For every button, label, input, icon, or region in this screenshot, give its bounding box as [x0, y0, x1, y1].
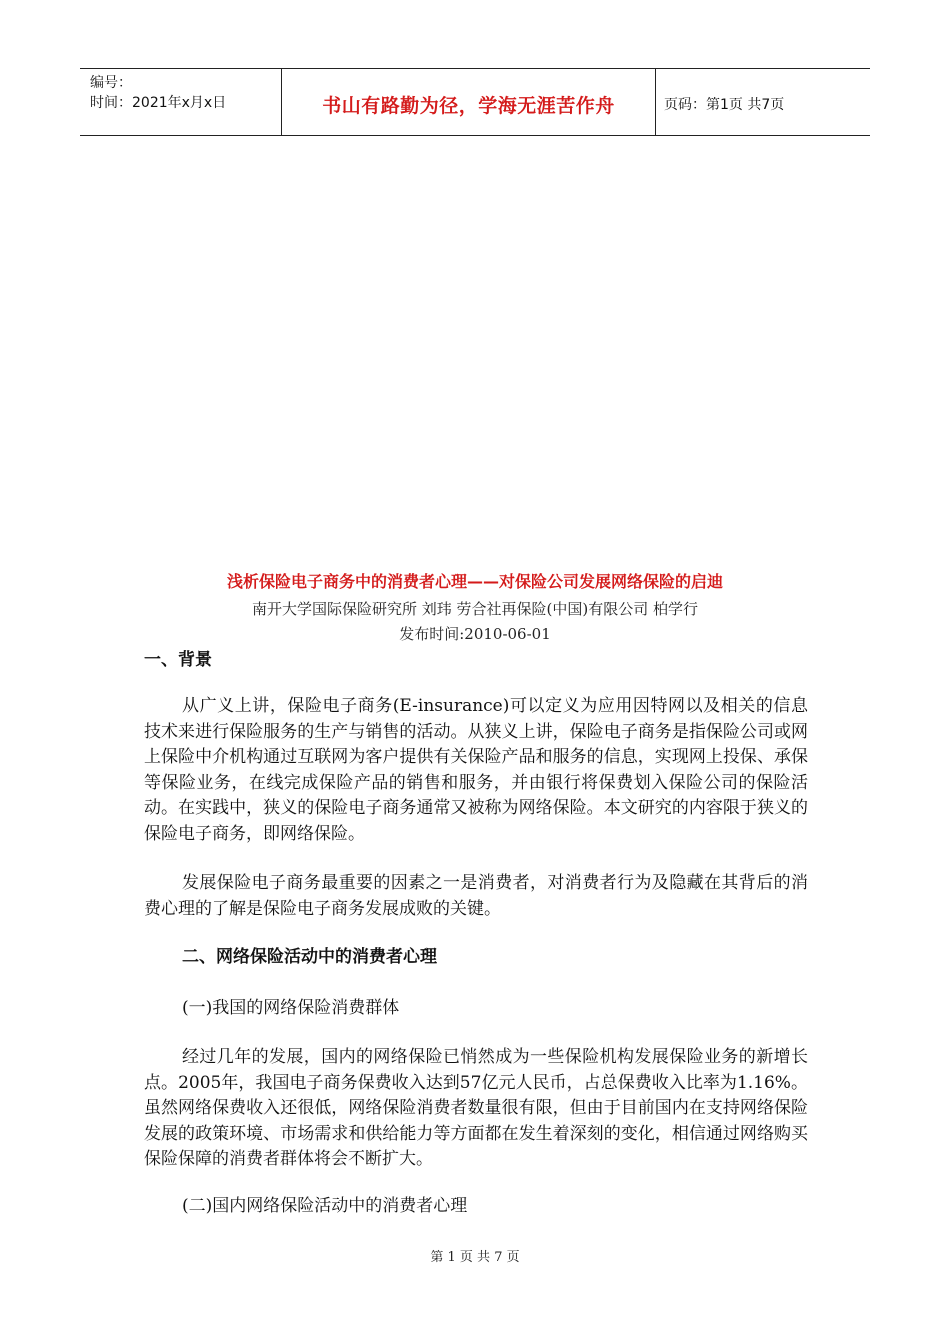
header-meta-cell — [80, 69, 282, 135]
section-heading-consumer-psychology: 二、网络保险活动中的消费者心理 — [182, 947, 437, 967]
header-number-label: 编号： — [90, 75, 132, 91]
header-table — [80, 68, 870, 136]
header-motto: 书山有路勤为径，学海无涯苦作舟 — [322, 94, 615, 117]
paragraph-definition: 从广义上讲，保险电子商务(E-insurance)可以定义为应用因特网以及相关的信息技术来进行保险服务的生产与销售的活动。从狭义上讲，保险电子商务是指保险公司或网上保险中介机构通过互联网为客户提供有关保险产品和服务的信息，实现网上投保、承保等保险业务，在线完成保险产品的销售和服务，并由银行将保费划入保险公司的保险活动。在实践中，狭义的保险电子商务通常又被称为网络保险。本文研究的内容限于狭义的保险电子商务，即网络保险。 — [144, 696, 808, 844]
section-heading-background: 一、背景 — [144, 650, 212, 670]
header-motto-cell — [282, 69, 656, 135]
article-publish-date: 发布时间:2010-06-01 — [399, 625, 551, 643]
article-authors: 南开大学国际保险研究所 刘玮 劳合社再保险(中国)有限公司 柏学行 — [251, 600, 698, 618]
paragraph-consumer-groups: 经过几年的发展，国内的网络保险已悄然成为一些保险机构发展保险业务的新增长点。2005年，我国电子商务保费收入达到57亿元人民币，占总保费收入比率为1.16%。虽然网络保费收入还很低，网络保险消费者数量很有限，但由于目前国内在支持网络保险发展的政策环境、市场需求和供给能力等方面都在发生着深刻的变化，相信通过网络购买保险保障的消费者群体将会不断扩大。 — [144, 1047, 808, 1169]
article-title: 浅析保险电子商务中的消费者心理——对保险公司发展网络保险的启迪 — [226, 572, 723, 591]
subsection-heading-consumer-groups: (一)我国的网络保险消费群体 — [182, 998, 400, 1018]
header-page-code: 页码：第1页 共7页 — [664, 97, 785, 113]
header-page-cell — [656, 69, 870, 135]
paragraph-consumer-importance: 发展保险电子商务最重要的因素之一是消费者，对消费者行为及隐藏在其背后的消费心理的了解是保险电子商务发展成败的关键。 — [144, 873, 808, 919]
header-time-label: 时间：2021年x月x日 — [90, 95, 227, 111]
subsection-heading-domestic-psychology: (二)国内网络保险活动中的消费者心理 — [182, 1196, 468, 1216]
page-footer: 第 1 页 共 7 页 — [430, 1250, 520, 1265]
